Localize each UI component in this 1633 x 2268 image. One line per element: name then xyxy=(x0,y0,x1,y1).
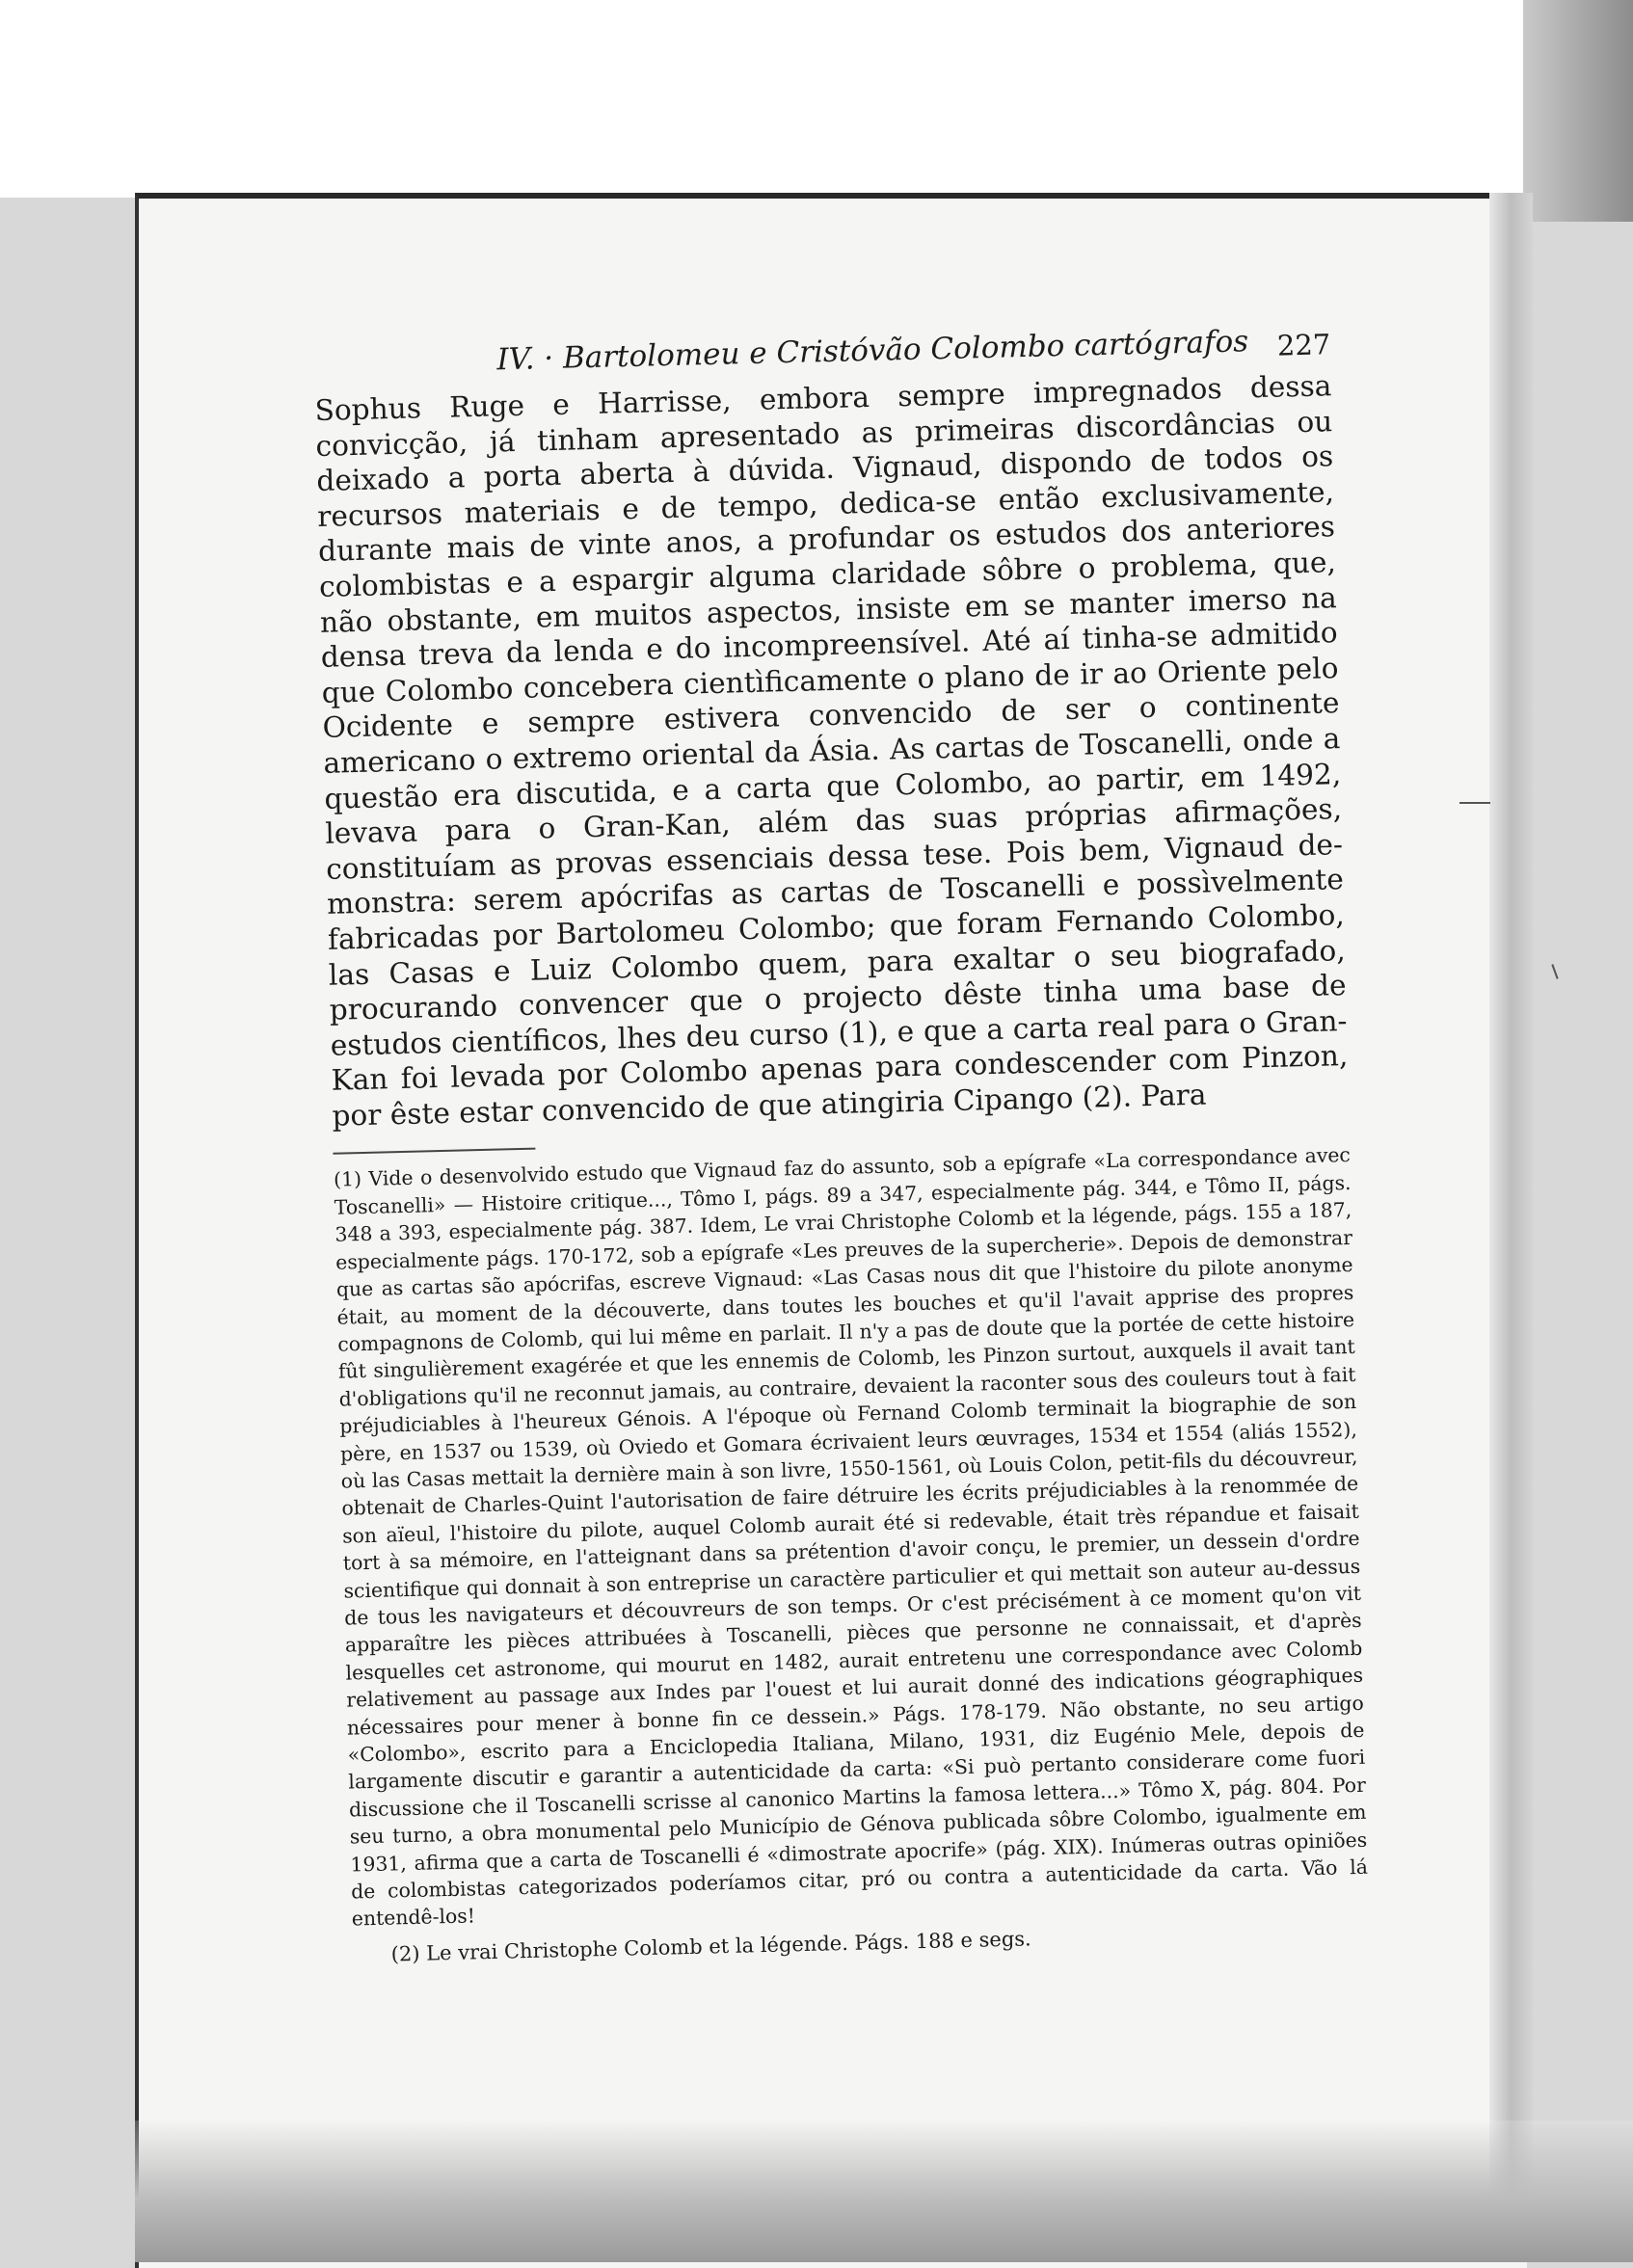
background-page-top xyxy=(0,0,1633,198)
footnote-2: (2) Le vrai Christophe Colomb et la légende. Págs. 188 e segs. xyxy=(390,1927,1031,1966)
margin-mark xyxy=(1459,802,1490,804)
body-paragraph: Sophus Ruge e Harrisse, embora sempre impregnados dessa convicção, já tinham apresentado as primeiras discordâncias ou deixado a porta aberta à dúvida. Vignaud, dispondo de todos os recursos materiais e de tempo, dedica-se então exclusivamente, durante mais de vinte anos, a profundar os estudos dos anteriores colombistas e a espargir alguma claridade sôbre o problema, que, não obstante, em muitos aspectos, insiste em se manter imerso na densa treva da lenda e do incompreensível. Até aí tinha-se admitido que Colombo concebera cientìficamente o plano de ir ao Oriente pelo Ocidente e sempre estivera convencido de ser o continente americano o extremo oriental da Ásia. As cartas de Toscanelli, onde a questão era discutida, e a carta que Colombo, ao partir, em 1492, levava para o Gran-Kan, além das suas próprias afirmações, constituíam as provas essenciais dessa tese. Pois bem, Vignaud demonstra: serem apócrifas as cartas de Toscanelli e possìvelmente fabricadas por Bartolomeu Colombo; que foram Fernando Colombo, las Casas e Luiz Colombo quem, para exaltar o seu biografado, procurando convencer que o projecto dêste tinha uma base de estudos científicos, lhes deu curso (1), e que a carta real para o Gran-Kan foi levada por Colombo apenas para condescender com Pinzon, por êste estar convencido de que atingiria Cipango (2). Para xyxy=(314,369,1349,1133)
page-right-edge xyxy=(1489,193,1533,2262)
footnote-1: (1) Vide o desenvolvido estudo que Vignaud faz do assunto, sob a epígrafe «La correspondance avec Toscanelli» — Histoire critique..., Tômo I, págs. 89 a 347, especialmente pág. 344, e Tômo II, págs. 348 a 393, especialmente pág. 387. Idem, Le vrai Christophe Colomb et la légende, págs. 155 a 187, especialmente págs. 170-172, sob a epígrafe «Les preuves de la supercherie». Depois de demonstrar que as cartas são apócrifas, escreve Vignaud: «Las Casas nous dit que l'histoire du pilote anonyme était, au moment de la découverte, dans toutes les bouches et qu'il l'avait apprise des propres compagnons de Colomb, qui lui même en parlait. Il n'y a pas de doute que la portée de cette histoire fût singulièrement exagérée et que les ennemis de Colomb, les Pinzon surtout, auxquels il avait tant d'obligations qu'il ne reconnut jamais, au contraire, devaient la raconter sous des couleurs tout à fait préjudiciables à l'heureux Génois. A l'époque où Fernand Colomb terminait la biographie de son père, en 1537 ou 1539, où Oviedo et Gomara écrivaient leurs œuvrages, 1534 et 1554 (aliás 1552), où las Casas mettait la dernière main à son livre, 1550-1561, où Louis Colon, petit-fils du découvreur, obtenait de Charles-Quint l'autorisation de faire détruire les écrits préjudiciables à la renommée de son aïeul, l'histoire du pilote, auquel Colomb aurait été si redevable, était très répandue et faisait tort à sa mémoire, en l'atteignant dans sa prétention d'avoir conçu, le premier, un dessein d'ordre scientifique qui donnait à son entreprise un caractère particulier et qui mettait son auteur au-dessus de tous les navigateurs et découvreurs de son temps. Or c'est précisément à ce moment qu'on vit apparaître les pièces attribuées à Toscanelli, pièces que personne ne connaissait, et d'après lesquelles cet astronome, qui mourut en 1482, aurait entretenu une correspondance avec Colomb relativement au passage aux Indes par l'ouest et lui aurait donné des indications géographiques nécessaires pour mener à bonne fin ce dessein.» Págs. 178-179. Não obstante, no seu artigo «Colombo», escrito para a Enciclopedia Italiana, Milano, 1931, diz Eugénio Mele, depois de largamente discutir e garantir a autenticidade da carta: «Si può pertanto considerare come fuori discussione che il Toscanelli scrisse al canonico Martins la famosa lettera...» Tômo X, pág. 804. Por seu turno, a obra monumental pelo Município de Génova publicada sôbre Colombo, igualmente em 1931, afirma que a carta de Toscanelli é «dimostrate apocrife» (pág. XIX). Inúmeras outras opiniões de colombistas categorizados poderíamos citar, pró ou contra a autenticidade da carta. Vão lá entendê-los! xyxy=(333,1143,1369,1931)
scan-shadow-bottom xyxy=(135,2121,1633,2262)
chapter-title: IV. · Bartolomeu e Cristóvão Colombo cartógrafos xyxy=(495,324,1249,378)
margin-stroke xyxy=(1551,964,1558,979)
page-number: 227 xyxy=(1276,328,1331,362)
page-content xyxy=(313,322,1370,1969)
footnote-rule xyxy=(333,1148,535,1155)
page-edge-shadow xyxy=(1523,0,1633,222)
